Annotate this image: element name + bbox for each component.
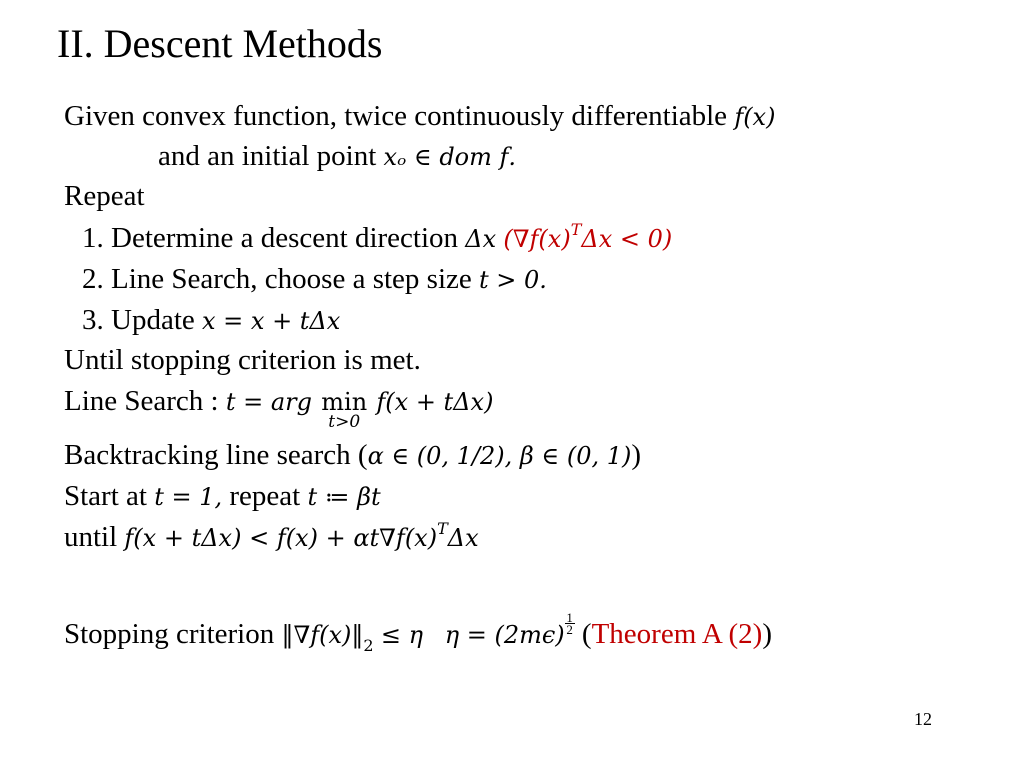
line-search-math-pre: 𝑡 = 𝑎𝑟𝑔 [225, 388, 313, 416]
step-3-line [82, 302, 340, 339]
stopping-text: Stopping criterion [64, 618, 275, 650]
eta-exponent [565, 612, 575, 635]
theorem-open: ( [581, 618, 592, 650]
step-3-text: 3. Update [82, 304, 195, 336]
until-sup: T [437, 519, 448, 538]
start-line [64, 478, 381, 515]
line-search-text: Line Search : [64, 385, 219, 417]
until-rest: Δ𝑥 [447, 524, 479, 552]
line-search-math-post: 𝑓(𝑥 + 𝑡Δ𝑥) [376, 388, 494, 416]
start-text: Start at [64, 480, 147, 512]
theorem-reference: Theorem A (2) [591, 618, 763, 650]
step-1-line [82, 220, 672, 260]
step-1-math: Δ𝑥 [465, 225, 497, 253]
descent-condition-sup: T [570, 220, 582, 239]
start-repeat-math: 𝑡 ≔ 𝛽𝑡 [307, 483, 381, 511]
start-math: 𝑡 = 1, [154, 483, 223, 511]
descent-condition [503, 222, 672, 254]
initial-point-line [158, 138, 516, 175]
stopping-math: ‖∇𝑓(𝑥)‖ [281, 621, 364, 649]
stopping-criterion-line [64, 610, 772, 656]
line-search-line [64, 383, 494, 432]
initial-math: 𝑥ₒ ∈ 𝑑𝑜𝑚 𝑓. [383, 143, 517, 171]
theorem-close: ) [762, 618, 772, 650]
step-3-math: 𝑥 = 𝑥 + 𝑡Δ𝑥 [202, 307, 341, 335]
step-2-text: 2. Line Search, choose a step size [82, 263, 472, 295]
argmin-operator [319, 383, 369, 432]
backtracking-text: Backtracking line search ( [64, 439, 368, 471]
stopping-rest: ≤ 𝜂 [380, 621, 423, 649]
start-repeat-text: repeat [229, 480, 301, 512]
backtracking-math: 𝛼 ∈ (0, 1/2), 𝛽 ∈ (0, 1) [367, 442, 632, 470]
descent-condition-main: (∇𝑓(𝑥) [503, 225, 571, 253]
repeat-line: Repeat [64, 180, 145, 212]
eta-frac-den: 2 [566, 622, 573, 637]
initial-text: and an initial point [158, 140, 377, 172]
eta-math: 𝜂 = (2𝑚𝜖) [444, 621, 565, 649]
descent-condition-rest: Δ𝑥 < 0) [581, 225, 673, 253]
given-line [64, 98, 775, 135]
eta-frac-num: 1 [566, 610, 573, 625]
slide-title: II. Descent Methods [57, 21, 383, 66]
step-2-math: 𝑡 > 0. [479, 266, 547, 294]
page-number: 12 [914, 709, 932, 729]
step-2-line [82, 261, 547, 298]
given-math: 𝑓(𝑥) [734, 103, 776, 131]
backtracking-close: ) [631, 439, 642, 471]
until-math: 𝑓(𝑥 + 𝑡Δ𝑥) < 𝑓(𝑥) + 𝛼𝑡∇𝑓(𝑥) [124, 524, 438, 552]
until-stopping-line: Until stopping criterion is met. [64, 344, 421, 376]
until-line [64, 519, 479, 559]
min-subscript: 𝑡>0 [328, 412, 361, 432]
until-text: until [64, 521, 118, 553]
given-text: Given convex function, twice continuously differentiable [64, 100, 728, 132]
step-1-text: 1. Determine a descent direction [82, 222, 459, 254]
stopping-sub: 2 [363, 636, 374, 655]
min-label: min [321, 388, 368, 416]
backtracking-line [64, 437, 641, 474]
